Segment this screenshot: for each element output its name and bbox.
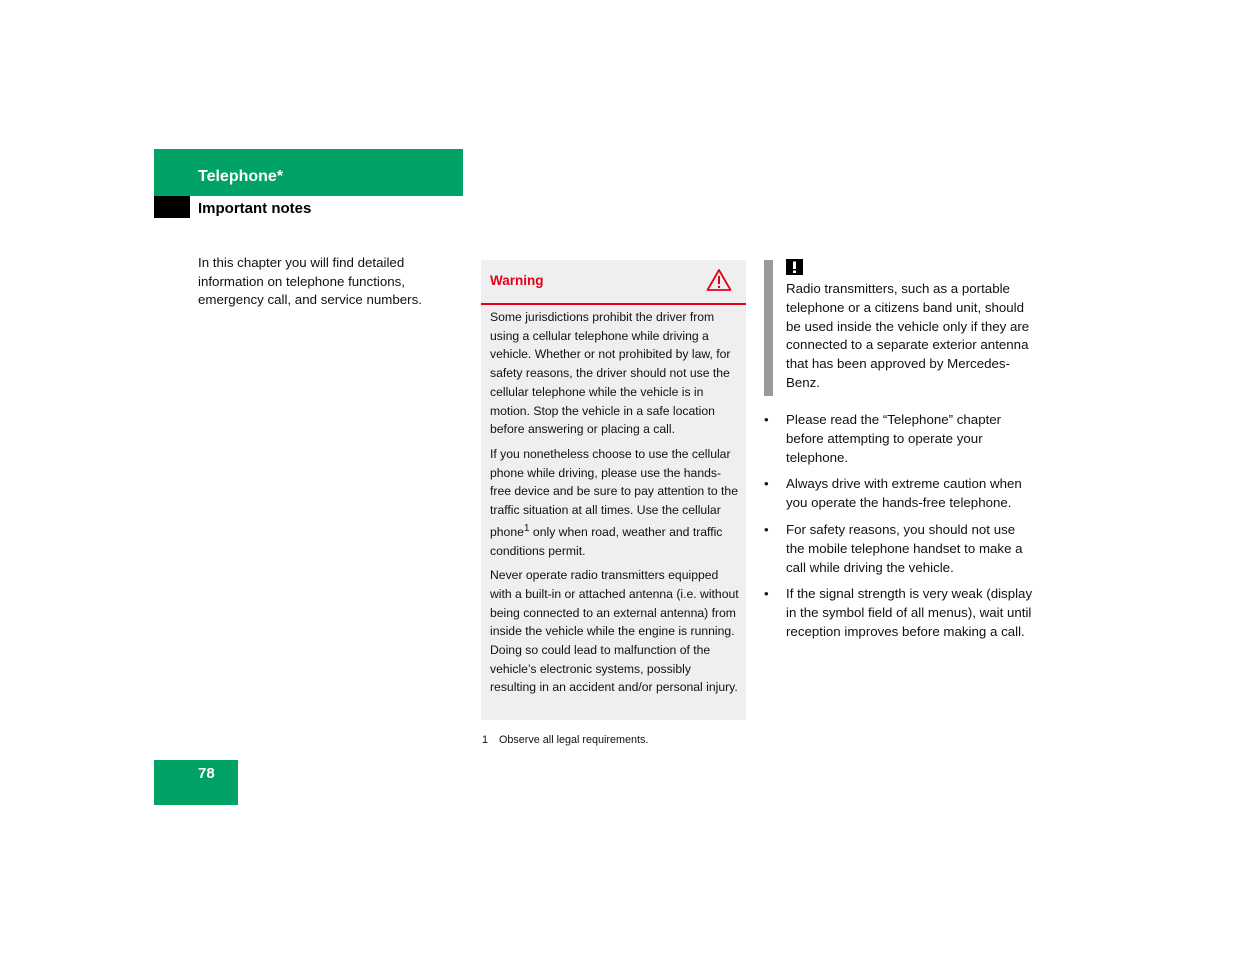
section-marker — [154, 196, 190, 218]
list-item-text: Always drive with extreme caution when you operate the hands-free telephone. — [786, 476, 1022, 511]
bullet-marker: • — [764, 476, 769, 492]
intro-paragraph: In this chapter you will find detailed information on telephone functions, emergency call, and service numbers. — [198, 255, 422, 308]
warning-paragraph: Never operate radio transmitters equipped with a built-in or attached antenna (i.e. without being connected to an external antenna) from inside the vehicle while the engine is running. Doing so could lead to malfunction of the vehicle’s electronic systems, possibly resulting in an accident and/or personal injury. — [490, 568, 739, 695]
footnote-text: Observe all legal requirements. — [499, 734, 649, 746]
list-item-text: Please read the “Telephone” chapter before attempting to operate your telephone. — [786, 412, 1002, 465]
notice-side-bar — [764, 260, 773, 396]
bullet-list — [764, 411, 1036, 650]
warning-header — [481, 260, 746, 305]
list-item-text: For safety reasons, you should not use the mobile telephone handset to make a call while driving the vehicle. — [786, 521, 1023, 575]
warning-paragraph — [490, 445, 740, 560]
warning-body — [490, 308, 740, 703]
list-item — [764, 585, 1036, 641]
footnote-number: 1 — [482, 734, 489, 746]
bullet-marker: • — [764, 521, 769, 537]
bullet-marker: • — [764, 412, 769, 427]
chapter-title: Telephone* — [198, 168, 284, 185]
footnote — [482, 734, 648, 746]
warning-box — [481, 260, 746, 720]
page-number-box — [154, 760, 238, 805]
warning-paragraph: Some jurisdictions prohibit the driver from using a cellular telephone while driving a vehicle. Whether or not prohibited by law, for safety reasons, the driver should not use the cellular telephone while the vehicle is in motion. Stop the vehicle in a safe location before answering or placing a call. — [490, 310, 731, 437]
warning-text: If you nonetheless choose to use the cellular phone while driving, please use the hands-free device and be sure to pay attention to the traffic situation at all times. Use the cellular phone — [490, 446, 738, 539]
notice-text: Radio transmitters, such as a portable telephone or a citizens band unit, should be used inside the vehicle only if they are connected to a separate exterior antenna that has been approved by Mercedes-Benz. — [786, 281, 1030, 390]
section-title: Important notes — [198, 200, 312, 217]
warning-triangle-icon — [706, 268, 732, 292]
footnote-reference: 1 — [523, 522, 530, 534]
list-item — [764, 411, 1036, 467]
warning-label: Warning — [490, 273, 544, 288]
list-item — [764, 521, 1036, 577]
bullet-marker: • — [764, 586, 769, 602]
warning-text: only when road, weather and traffic conditions permit. — [490, 524, 723, 558]
list-item — [764, 475, 1036, 513]
list-item-text: If the signal strength is very weak (display in the symbol field of all menus), wait until reception improves before making a call. — [786, 586, 1033, 639]
exclamation-icon — [786, 259, 803, 275]
page-number: 78 — [198, 765, 215, 782]
